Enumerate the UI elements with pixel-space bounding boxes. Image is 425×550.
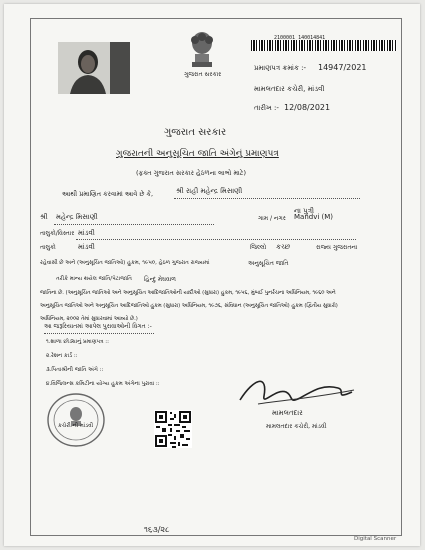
emblem-caption: ગુજરાત સરકાર [184, 71, 222, 78]
evidence-item-2: ૨.રેશન કાર્ડ :: [46, 353, 78, 359]
certificate-title: ગુજરાતની અનુસૂચિત જાતિ અંગેનું પ્રમાણપત્ર [116, 149, 279, 159]
applicant-name-underline [174, 198, 360, 199]
father-name-underline [54, 224, 214, 225]
office-stamp-icon [46, 392, 106, 448]
serial-number: 2100001 140014841 [274, 35, 326, 41]
relation-text: ના પુત્રી [294, 207, 315, 215]
applicant-name: શ્રી રાહી મહેન્દ્ર મિસાણી [176, 187, 243, 195]
date-label: તારીખ :- [254, 104, 279, 112]
date-value: 12/08/2021 [284, 103, 331, 112]
signatory-title: મામલતદાર [272, 409, 303, 417]
taluka-area-underline [76, 239, 356, 240]
handwritten-number: ૧૬૩/૨૮ [144, 525, 170, 534]
recognised-caste-text: તરીકે માન્ય થયેલ જાતિ/પેટાજાતિ [56, 276, 132, 282]
district-value: કચ્છ [276, 243, 291, 251]
evidence-intro: આ જરૂરિયાતમાં આપેલ પુરાવાઓની વિગત :- [44, 323, 152, 330]
cert-no-label: પ્રમાણપત્ર ક્રમાંક :- [254, 64, 307, 72]
certificate-page [4, 4, 420, 546]
legal-paragraph-2: અનુસૂચિત જાતિઓ અને અનુસૂચિત આદિજાતિઓ હુકમ (સુધારા) અધિનિયમ, ૧૯૭૬, સંવિધાન (અનુસૂચિત જાતિઓ) હુકમ (દ્વિતીય સુધારો) [40, 303, 338, 309]
state-emblem-icon [182, 28, 222, 70]
evidence-item-1: ૧.શાળા છોડ્યાનું પ્રમાણપત્ર :: [46, 339, 109, 345]
legal-paragraph-1: જાતિના છે. (અનુસૂચિત જાતિઓ અને અનુસૂચિત આદિજાતિઓની યાદીઓ (સુધારા) હુકમ, ૧૯૫૬, મુંબઈ પુનર્રચના અધિનિયમ, ૧૯૬૦ અને [40, 290, 336, 296]
stamp-text: કચેરી.ની માંડવી [58, 423, 94, 429]
digital-scanner-label: Digital Scanner [354, 536, 397, 542]
state-text: રાજ્ય ગુજરાતના [316, 244, 358, 251]
evidence-intro-underline [44, 333, 154, 334]
government-title: ગુજરાત સરકાર [164, 127, 227, 138]
evidence-item-3: ૩.પિતાશ્રીની જાતિ અંગે :: [46, 367, 104, 373]
evidence-item-4: ૪.વિજિલન્સ કમિટીના યોગ્ય હુકમ અંગેના પુરાવા :: [46, 381, 160, 387]
village-label: ગામ / નગર [258, 215, 286, 222]
qr-code [154, 410, 192, 448]
village-value: Mandvi (M) [294, 213, 334, 221]
taluka-area-value: માંડવી [78, 229, 95, 237]
signature-icon [234, 370, 364, 414]
barcode [251, 40, 397, 51]
caste-category: અનુસૂચિત જાતિ [248, 260, 289, 267]
certificate-subtitle: (ફક્ત ગુજરાત સરકાર હેઠળના લાભો માટે) [136, 169, 246, 177]
taluka-value: માંડવી [78, 243, 95, 251]
cert-no-value: 14947/2021 [318, 63, 367, 72]
caste-value: હિન્દુ મેઘવાળ [144, 276, 176, 283]
signatory-office: મામલતદાર કચેરી, માંડવી [266, 423, 327, 430]
issuing-office: મામલતદાર કચેરી, માંડવી [254, 85, 325, 93]
taluka-label: તાલુકો [40, 244, 56, 251]
father-prefix: શ્રી [40, 213, 48, 221]
residence-text: રહેવાસી છે અને (અનુસૂચિત જાતિઓ) હુકમ, ૧૯૫૦, હેઠળ ગુજરાત રાજ્યમાં [40, 260, 210, 266]
father-name: મહેન્દ્ર મિસાણી [56, 213, 98, 221]
legal-paragraph-3: અધિનિયમ, ૨૦૦૨ તેમાં સુધારવામાં આવ્યો છે.) [40, 316, 138, 322]
taluka-area-label: તાલુકો/વિસ્તાર [40, 230, 75, 237]
applicant-photo [58, 42, 130, 94]
intro-text: આથી પ્રમાણિત કરવામાં આવે છે કે, [62, 190, 154, 198]
district-label: જિલ્લો [250, 244, 267, 251]
